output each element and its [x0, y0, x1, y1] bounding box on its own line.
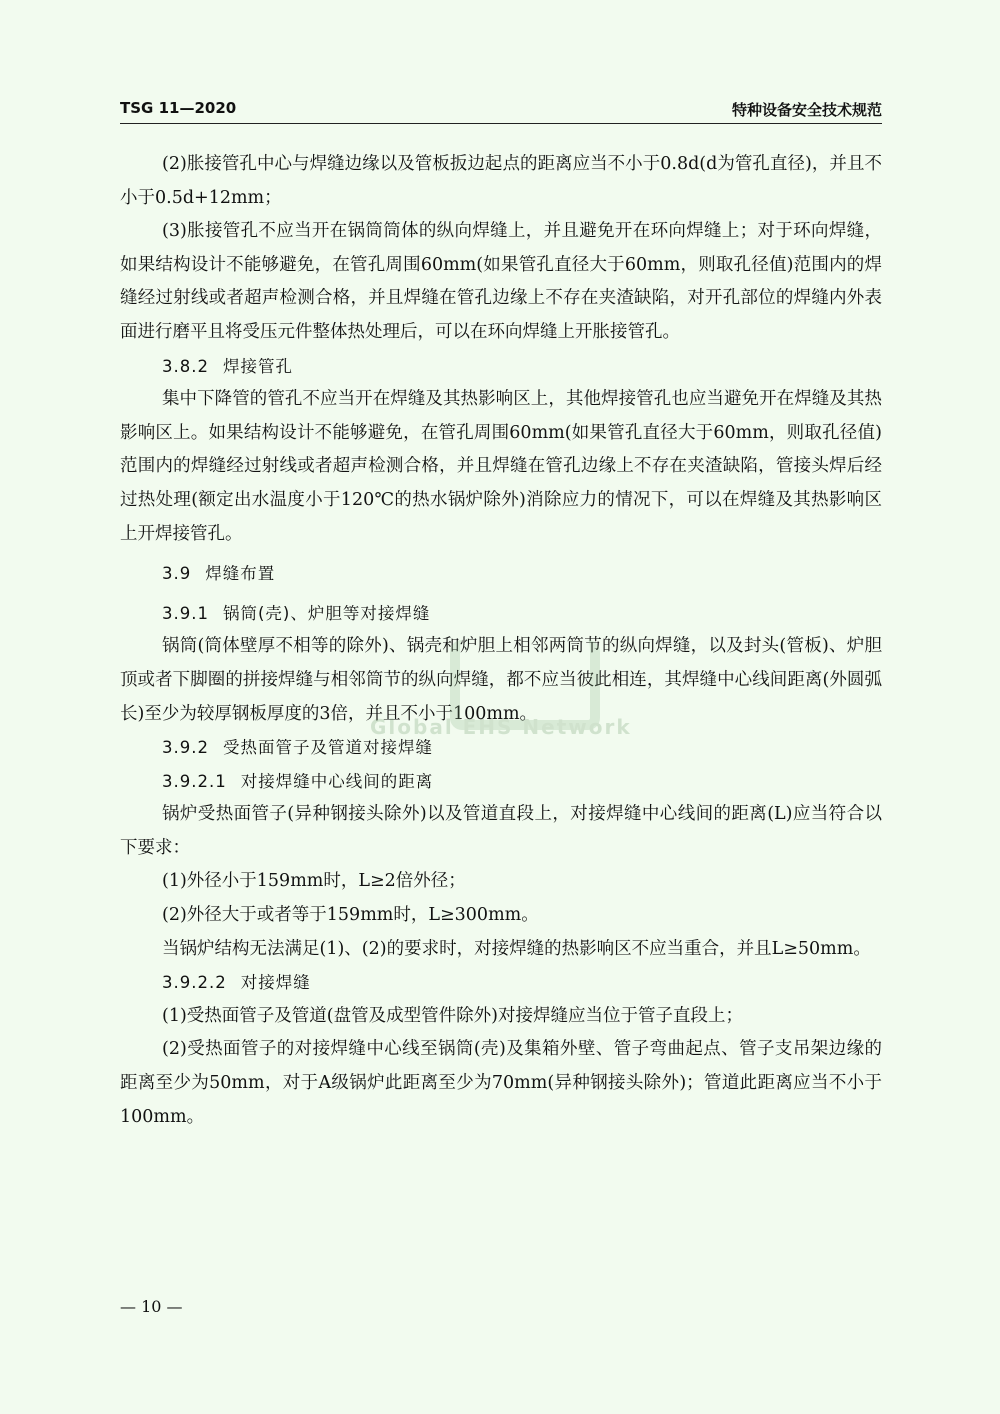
- section-number: 3.9.2: [162, 738, 209, 758]
- paragraph-drum-butt-welds: 锅筒(筒体壁厚不相等的除外)、锅壳和炉胆上相邻两筒节的纵向焊缝，以及封头(管板)、炉胆顶或者下脚圈的拼接焊缝与相邻筒节的纵向焊缝，都不应当彼此相连，其焊缝中心线间距离(外圆弧长)至少为较厚钢板厚度的3倍，并且不小于100mm。: [120, 636, 882, 724]
- section-number: 3.9.1: [162, 603, 209, 623]
- paragraph-expansion-hole-distance: (2)胀接管孔中心与焊缝边缘以及管板扳边起点的距离应当不小于0.8d(d为管孔直径)，并且不小于0.5d+12mm；: [120, 154, 882, 208]
- section-title: 对接焊缝中心线间的距离: [240, 771, 434, 791]
- section-heading-3-9-2: [120, 731, 882, 765]
- section-title: 锅筒(壳)、炉胆等对接焊缝: [222, 603, 431, 623]
- section-number: 3.9.2.2: [162, 973, 227, 993]
- paragraph-expansion-hole-position: (3)胀接管孔不应当开在锅筒筒体的纵向焊缝上，并且避免开在环向焊缝上；对于环向焊缝，如果结构设计不能够避免，在管孔周围60mm(如果管孔直径大于60mm，则取孔径值)范围内的焊缝经过射线或者超声检测合格，并且焊缝在管孔边缘上不存在夹渣缺陷，对开孔部位的焊缝内外表面进行磨平且将受压元件整体热处理后，可以在环向焊缝上开胀接管孔。: [120, 221, 882, 342]
- section-heading-3-9-2-2: [120, 966, 882, 1000]
- paragraph-weld-centerline-distance: 锅炉受热面管子(异种钢接头除外)以及管道直段上，对接焊缝中心线间的距离(L)应当符合以下要求：: [120, 804, 882, 858]
- section-heading-3-9-1: [120, 597, 882, 631]
- list-item-weld-to-drum-distance: (2)受热面管子的对接焊缝中心线至锅筒(壳)及集箱外壁、管子弯曲起点、管子支吊架边缘的距离至少为50mm，对于A级锅炉此距离至少为70mm(异种钢接头除外)；管道此距离应当不小于100mm。: [120, 1039, 882, 1127]
- watermark-text: Global EHS Network: [370, 715, 632, 739]
- section-number: 3.9.2.1: [162, 771, 227, 791]
- section-title: 焊缝布置: [205, 564, 276, 584]
- list-item-small-diameter: (1)外径小于159mm时，L≥2倍外径；: [162, 871, 466, 892]
- paragraph-heat-affected-zone: 当锅炉结构无法满足(1)、(2)的要求时，对接焊缝的热影响区不应当重合，并且L≥50mm。: [162, 938, 871, 959]
- section-number: 3.8.2: [162, 356, 209, 376]
- paragraph-welded-holes: 集中下降管的管孔不应当开在焊缝及其热影响区上，其他焊接管孔也应当避免开在焊缝及其热影响区上。如果结构设计不能够避免，在管孔周围60mm(如果管孔直径大于60mm，则取孔径值)范围内的焊缝经过射线或者超声检测合格，并且焊缝在管孔边缘上不存在夹渣缺陷，管接头焊后经过热处理(额定出水温度小于120℃的热水锅炉除外)消除应力的情况下，可以在焊缝及其热影响区上开焊接管孔。: [120, 389, 882, 544]
- section-title: 对接焊缝: [240, 973, 311, 993]
- section-title: 焊接管孔: [222, 356, 293, 376]
- page-body: [120, 148, 882, 1134]
- section-heading-3-9-2-1: [120, 765, 882, 799]
- document-category: 特种设备安全技术规范: [731, 101, 882, 119]
- section-heading-3-9: [120, 557, 882, 591]
- section-number: 3.9: [162, 564, 192, 584]
- section-title: 受热面管子及管道对接焊缝: [222, 738, 433, 758]
- list-item-straight-section: (1)受热面管子及管道(盘管及成型管件除外)对接焊缝应当位于管子直段上；: [162, 1005, 743, 1026]
- list-item-large-diameter: (2)外径大于或者等于159mm时，L≥300mm。: [162, 905, 539, 926]
- section-heading-3-8-2: [120, 350, 882, 384]
- standard-code: TSG 11—2020: [120, 99, 237, 117]
- page-number: — 10 —: [120, 1297, 183, 1316]
- running-header: [120, 99, 882, 124]
